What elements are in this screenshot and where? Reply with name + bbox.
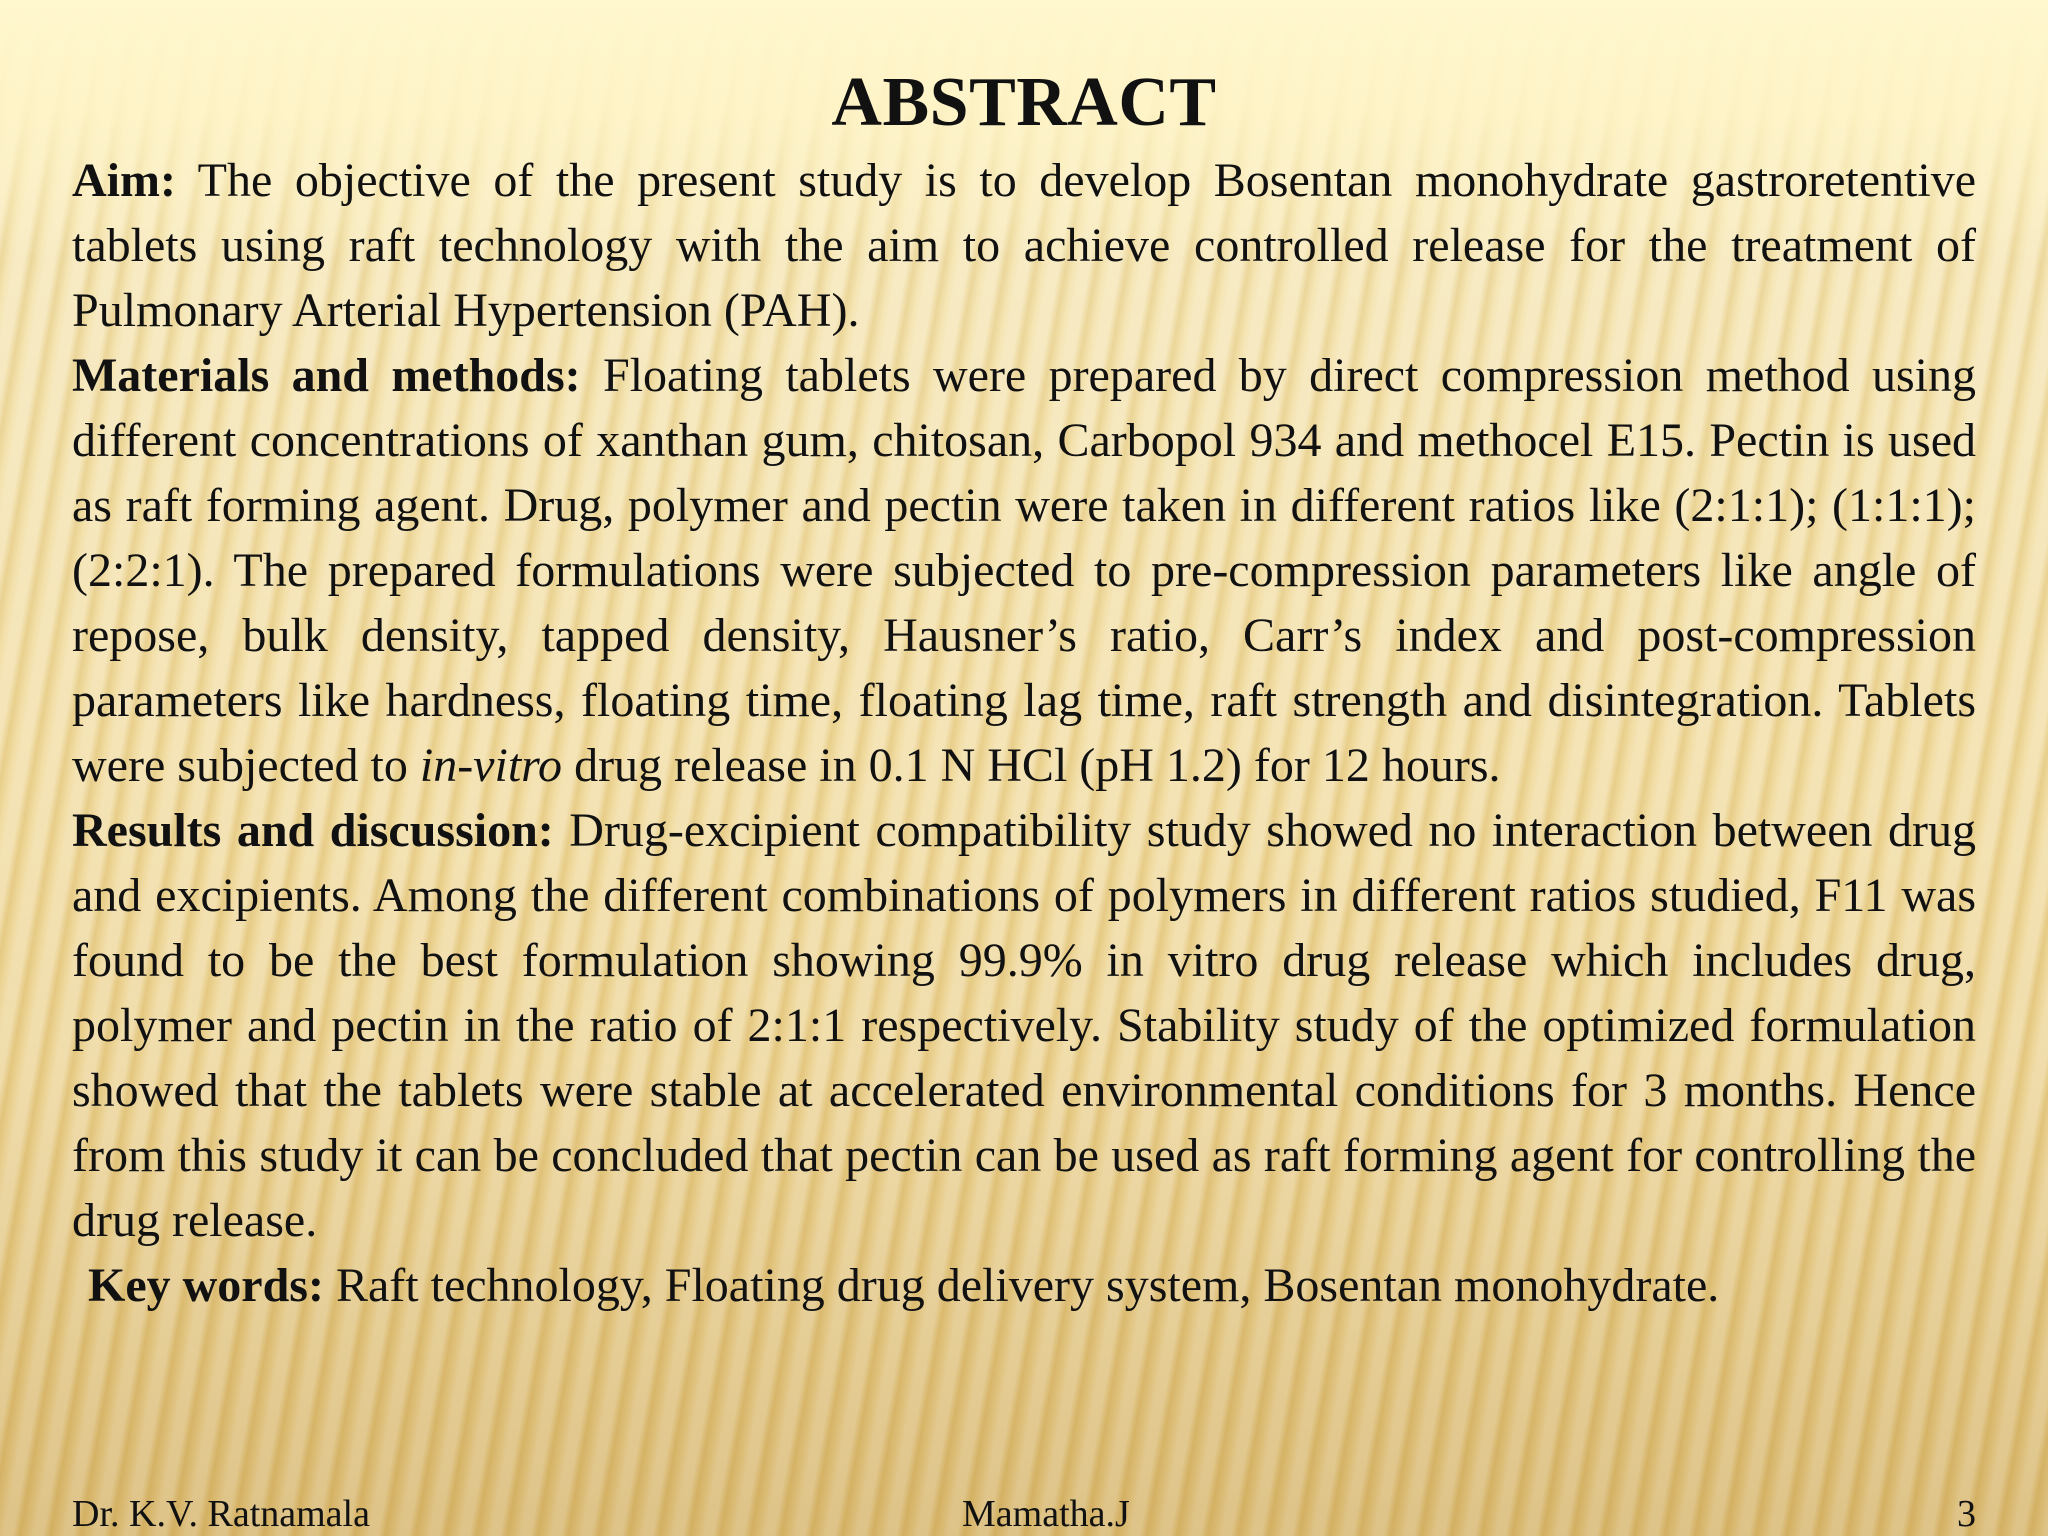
methods-label: Materials and methods: — [72, 349, 581, 402]
slide-footer — [72, 1492, 1976, 1536]
keywords-line — [88, 1253, 1976, 1318]
footer-author-left: Dr. K.V. Ratnamala — [72, 1493, 370, 1535]
keywords-text: Raft technology, Floating drug delivery system, Bosentan monohydrate. — [335, 1259, 1720, 1312]
footer-author-center: Mamatha.J — [962, 1493, 1130, 1535]
slide-number: 3 — [1957, 1493, 1976, 1535]
methods-paragraph — [72, 343, 1976, 798]
methods-text-end: drug release in 0.1 N HCl (pH 1.2) for 12 hours. — [574, 739, 1501, 792]
aim-text: The objective of the present study is to develop Bosentan monohydrate gastroretentive tablets using raft technology with the aim to achieve controlled release for the treatment of Pulmonary Arterial Hypertension (PAH). — [72, 154, 1976, 337]
results-text: Drug-excipient compatibility study showed no interaction between drug and excipients. Among the different combinations of polymers in different ratios studied, F11 was found to be the best formulation showing 99.9% in vitro drug release which includes drug, polymer and pectin in the ratio of 2:1:1 respectively. Stability study of the optimized formulation showed that the tablets were stable at accelerated environmental conditions for 3 months. Hence from this study it can be concluded that pectin can be used as raft forming agent for controlling the drug release. — [72, 804, 1976, 1247]
page-title: ABSTRACT — [831, 64, 1217, 141]
slide-content — [72, 60, 1976, 1318]
aim-label: Aim: — [72, 154, 176, 207]
aim-paragraph — [72, 148, 1976, 343]
results-label: Results and discussion: — [72, 804, 554, 857]
results-paragraph — [72, 798, 1976, 1253]
keywords-label: Key words: — [88, 1259, 324, 1312]
methods-italic-term: in-vitro — [419, 739, 563, 792]
methods-text: Floating tablets were prepared by direct compression method using different concentrations of xanthan gum, chitosan, Carbopol 934 and methocel E15. Pectin is used as raft forming agent. Drug, polymer and pectin were taken in different ratios like (2:1:1); (1:1:1); (2:2:1). The prepared formulations were subjected to pre-compression parameters like angle of repose, bulk density, tapped density, Hausner’s ratio, Carr’s index and post-compression parameters like hardness, floating time, floating lag time, raft strength and disintegration. Tablets were subjected to — [72, 349, 1977, 792]
